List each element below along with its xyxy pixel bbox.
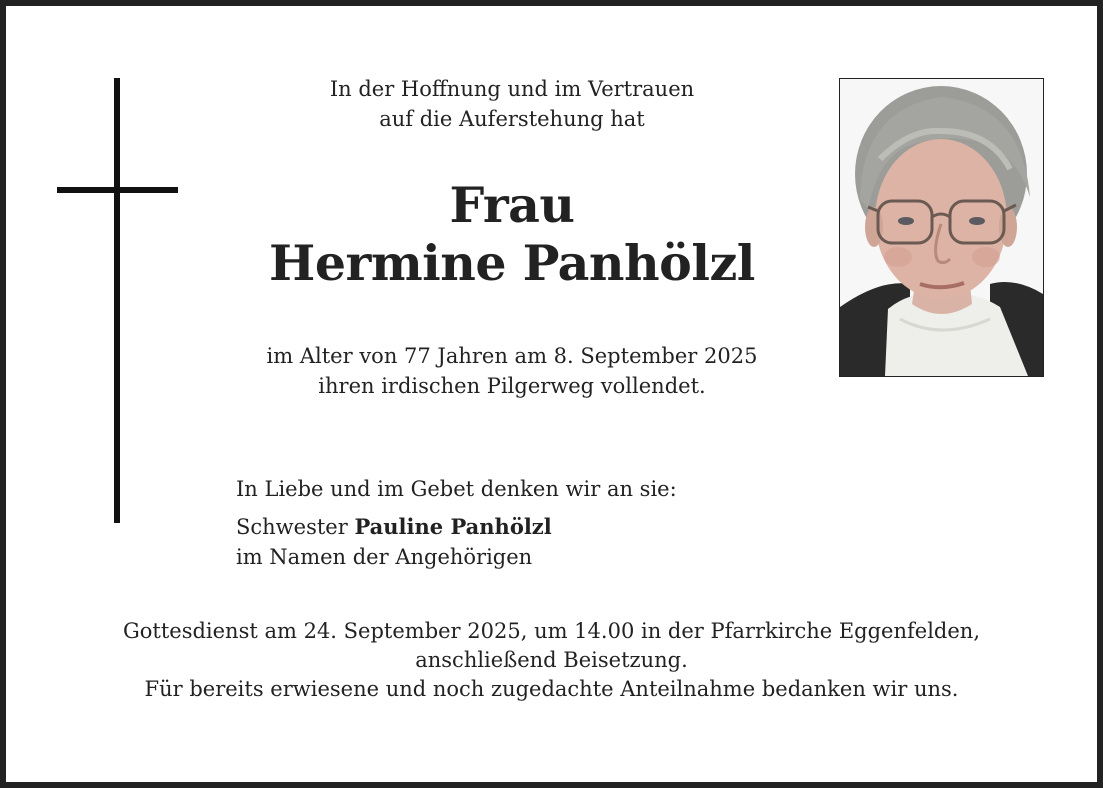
signer-line	[236, 512, 836, 542]
service-line-1: Gottesdienst am 24. September 2025, um 14.00 in der Pfarrkirche Eggenfelden,	[122, 619, 981, 643]
deceased-name-block	[212, 176, 812, 292]
cross-icon-horizontal-bar	[57, 187, 178, 193]
portrait-photo	[839, 78, 1044, 377]
intro-line-2: auf die Auferstehung hat	[379, 107, 645, 131]
signer-on-behalf: im Namen der Angehörigen	[236, 545, 533, 569]
age-line-1: im Alter von 77 Jahren am 8. September 2025	[266, 344, 758, 368]
portrait-illustration	[840, 79, 1043, 376]
signer-relation: Schwester	[236, 515, 348, 539]
signer-name: Pauline Panhölzl	[354, 514, 552, 539]
intro-text	[212, 74, 812, 134]
service-info	[30, 617, 1073, 704]
mourning-intro: In Liebe und im Gebet denken wir an sie:	[236, 477, 677, 501]
deceased-name: Hermine Panhölzl	[269, 234, 755, 292]
signers-block	[236, 512, 836, 572]
deceased-salutation: Frau	[449, 176, 575, 234]
age-line-2: ihren irdischen Pilgerweg vollendet.	[318, 374, 706, 398]
service-line-2: anschließend Beisetzung.	[415, 648, 688, 672]
cross-icon-vertical-bar	[114, 78, 120, 523]
intro-line-1: In der Hoffnung und im Vertrauen	[329, 77, 695, 101]
service-line-3: Für bereits erwiesene und noch zugedachte Anteilnahme bedanken wir uns.	[144, 677, 959, 701]
age-text	[212, 341, 812, 401]
